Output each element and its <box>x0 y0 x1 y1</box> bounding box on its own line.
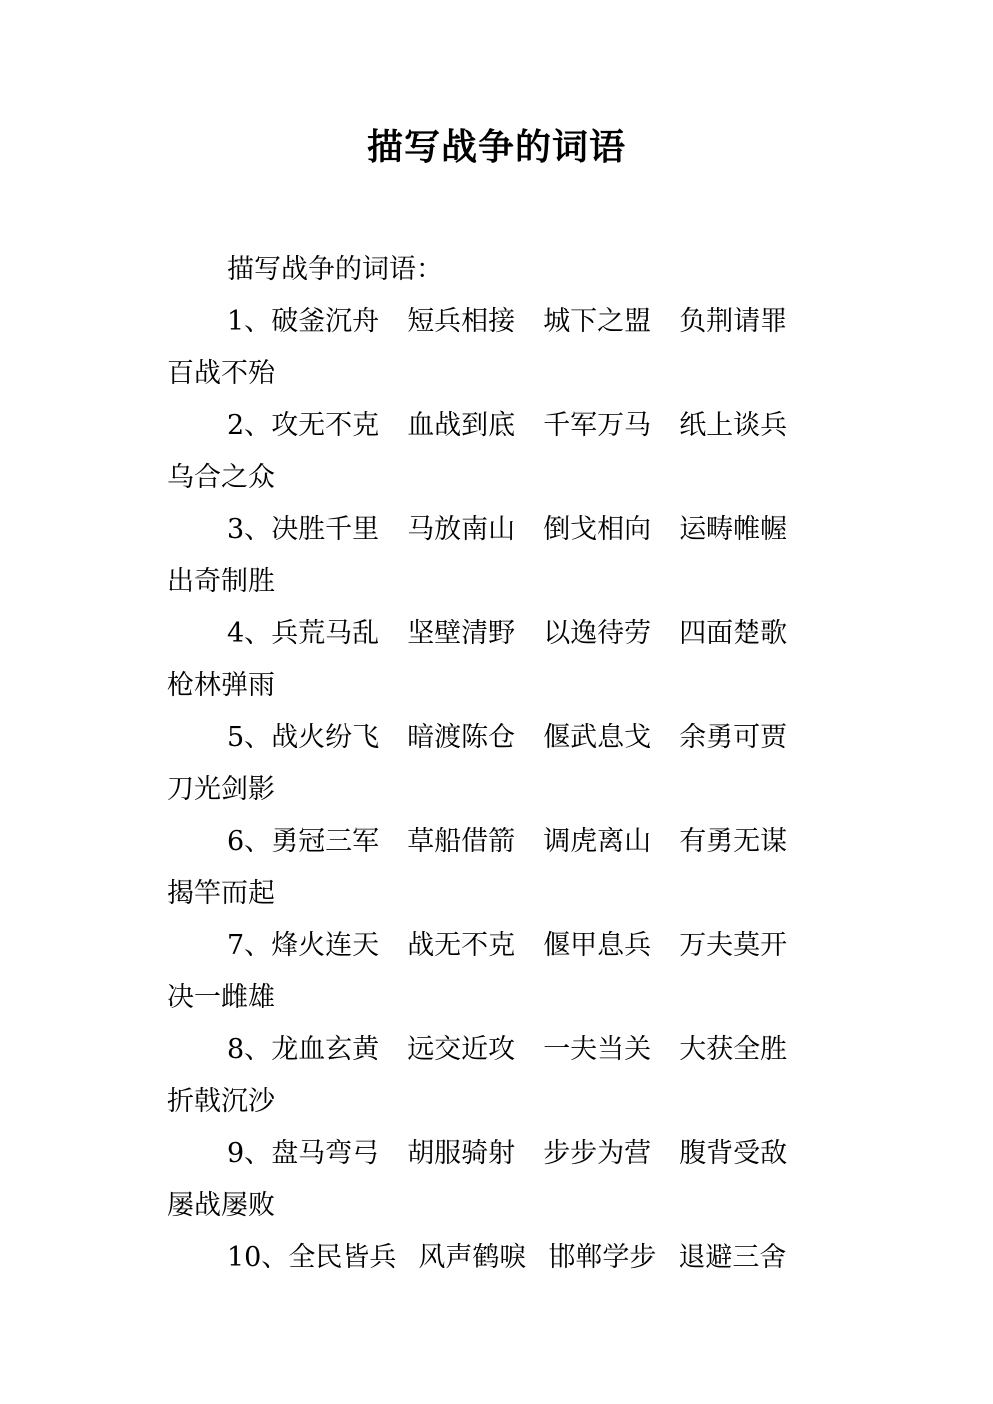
term: 大获全胜 <box>679 1034 788 1065</box>
term: 战火纷飞 <box>271 722 380 753</box>
document-title: 描写战争的词语 <box>366 126 626 168</box>
term: 龙血玄黄 <box>271 1034 380 1065</box>
term: 调虎离山 <box>543 826 652 857</box>
term-group-7 <box>167 920 837 1024</box>
term: 偃甲息兵 <box>543 930 652 961</box>
term: 余勇可贾 <box>679 722 788 753</box>
term-line <box>167 1128 837 1180</box>
term: 坚壁清野 <box>407 618 516 649</box>
term: 四面楚歌 <box>679 618 788 649</box>
term: 勇冠三军 <box>271 826 380 857</box>
term: 远交近攻 <box>407 1034 516 1065</box>
term-group-6 <box>167 816 837 920</box>
term: 兵荒马乱 <box>271 618 380 649</box>
group-number: 9、 <box>227 1138 272 1169</box>
term: 胡服骑射 <box>407 1138 516 1169</box>
term-line <box>167 816 837 868</box>
term-line-wrap: 揭竿而起 <box>167 878 275 909</box>
term: 偃武息戈 <box>543 722 652 753</box>
term: 步步为营 <box>543 1138 652 1169</box>
term: 烽火连天 <box>271 930 380 961</box>
term: 暗渡陈仓 <box>407 722 516 753</box>
term: 千军万马 <box>543 410 652 441</box>
group-number: 8、 <box>227 1034 272 1065</box>
term-line <box>167 608 837 660</box>
term: 以逸待劳 <box>543 618 652 649</box>
term: 退避三舍 <box>678 1242 787 1273</box>
term-group-4 <box>167 608 837 712</box>
group-number: 3、 <box>227 514 272 545</box>
term: 邯郸学步 <box>548 1242 657 1273</box>
term: 草船借箭 <box>407 826 516 857</box>
term: 运畴帷幄 <box>679 514 788 545</box>
term-group-2 <box>167 400 837 504</box>
term: 决胜千里 <box>271 514 380 545</box>
term-line <box>167 712 837 764</box>
term: 城下之盟 <box>543 306 652 337</box>
term: 倒戈相向 <box>543 514 652 545</box>
term-line <box>167 504 837 556</box>
group-number: 10、 <box>227 1242 289 1273</box>
term: 腹背受敌 <box>679 1138 788 1169</box>
term-line-wrap: 折戟沉沙 <box>167 1086 275 1117</box>
term-line-wrap: 枪林弹雨 <box>167 670 275 701</box>
term: 一夫当关 <box>543 1034 652 1065</box>
term: 全民皆兵 <box>288 1242 397 1273</box>
term-line <box>167 296 837 348</box>
term-group-10 <box>167 1232 837 1284</box>
term-group-1 <box>167 296 837 400</box>
term: 破釜沉舟 <box>271 306 380 337</box>
term: 马放南山 <box>407 514 516 545</box>
term-group-3 <box>167 504 837 608</box>
term-line-wrap: 刀光剑影 <box>167 774 275 805</box>
term: 万夫莫开 <box>679 930 788 961</box>
term: 有勇无谋 <box>679 826 788 857</box>
term-line-wrap: 百战不殆 <box>167 358 275 389</box>
group-number: 5、 <box>227 722 272 753</box>
group-number: 7、 <box>227 930 272 961</box>
term: 血战到底 <box>407 410 516 441</box>
group-number: 2、 <box>227 410 272 441</box>
term: 盘马弯弓 <box>271 1138 380 1169</box>
term-line-wrap: 乌合之众 <box>167 462 275 493</box>
term-line <box>167 920 837 972</box>
document-body <box>167 244 837 1284</box>
intro-text: 描写战争的词语： <box>227 254 443 285</box>
term-line <box>167 1232 837 1284</box>
term-line-wrap: 屡战屡败 <box>167 1190 275 1221</box>
term-group-8 <box>167 1024 837 1128</box>
term-line-wrap: 决一雌雄 <box>167 982 275 1013</box>
term-line <box>167 1024 837 1076</box>
term: 攻无不克 <box>271 410 380 441</box>
term-group-5 <box>167 712 837 816</box>
term: 战无不克 <box>407 930 516 961</box>
group-number: 4、 <box>227 618 272 649</box>
term: 短兵相接 <box>407 306 516 337</box>
group-number: 6、 <box>227 826 272 857</box>
term-line <box>167 400 837 452</box>
term-group-9 <box>167 1128 837 1232</box>
term: 负荆请罪 <box>679 306 788 337</box>
term-line-wrap: 出奇制胜 <box>167 566 275 597</box>
term: 纸上谈兵 <box>679 410 788 441</box>
term: 风声鹤唳 <box>418 1242 527 1273</box>
group-number: 1、 <box>227 306 272 337</box>
